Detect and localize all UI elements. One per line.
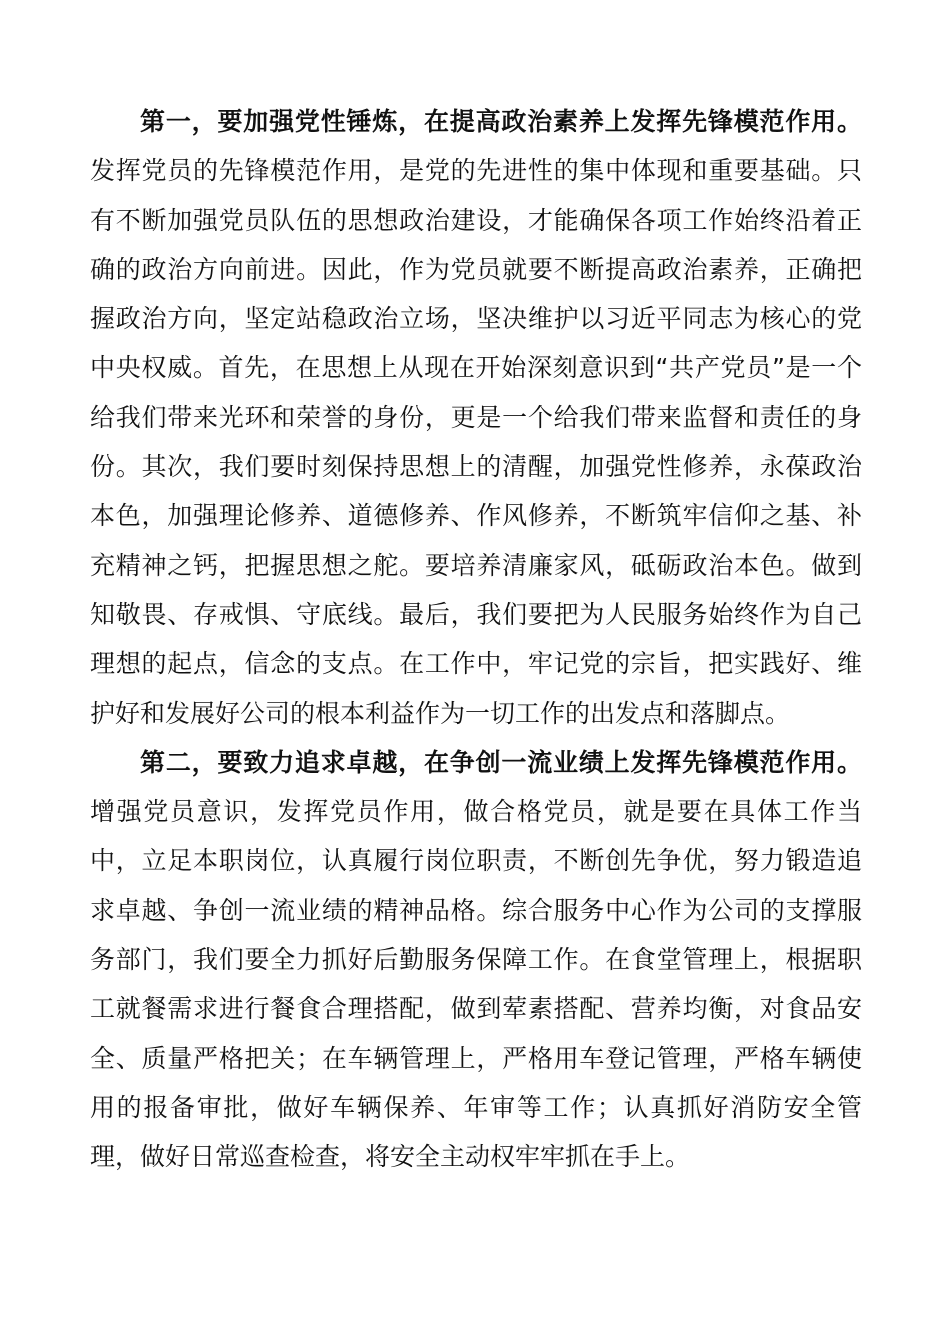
section-heading-2: 第二，要致力追求卓越，在争创一流业绩上发挥先锋模范作用。 (140, 747, 862, 777)
section-paragraph-1 (90, 97, 862, 738)
section-paragraph-2 (90, 738, 862, 1182)
section-body-1: 发挥党员的先锋模范作用，是党的先进性的集中体现和重要基础。只有不断加强党员队伍的思想政治建设，才能确保各项工作始终沿着正确的政治方向前进。因此，作为党员就要不断提高政治素养，正确把握政治方向，坚定站稳政治立场，坚决维护以习近平同志为核心的党中央权威。首先，在思想上从现在开始深刻意识到“共产党员”是一个给我们带来光环和荣誉的身份，更是一个给我们带来监督和责任的身份。其次，我们要时刻保持思想上的清醒，加强党性修养，永葆政治本色，加强理论修养、道德修养、作风修养，不断筑牢信仰之基、补充精神之钙，把握思想之舵。要培养清廉家风，砥砺政治本色。做到知敬畏、存戒惧、守底线。最后，我们要把为人民服务始终作为自己理想的起点，信念的支点。在工作中，牢记党的宗旨，把实践好、维护好和发展好公司的根本利益作为一切工作的出发点和落脚点。 (90, 156, 862, 728)
section-body-2: 增强党员意识，发挥党员作用，做合格党员，就是要在具体工作当中，立足本职岗位，认真履行岗位职责，不断创先争优，努力锻造追求卓越、争创一流业绩的精神品格。综合服务中心作为公司的支撑服务部门，我们要全力抓好后勤服务保障工作。在食堂管理上，根据职工就餐需求进行餐食合理搭配，做到荤素搭配、营养均衡，对食品安全、质量严格把关；在车辆管理上，严格用车登记管理，严格车辆使用的报备审批，做好车辆保养、年审等工作；认真抓好消防安全管理，做好日常巡查检查，将安全主动权牢牢抓在手上。 (90, 797, 862, 1172)
document-page (90, 97, 862, 1182)
section-heading-1: 第一，要加强党性锤炼，在提高政治素养上发挥先锋模范作用。 (140, 107, 862, 136)
